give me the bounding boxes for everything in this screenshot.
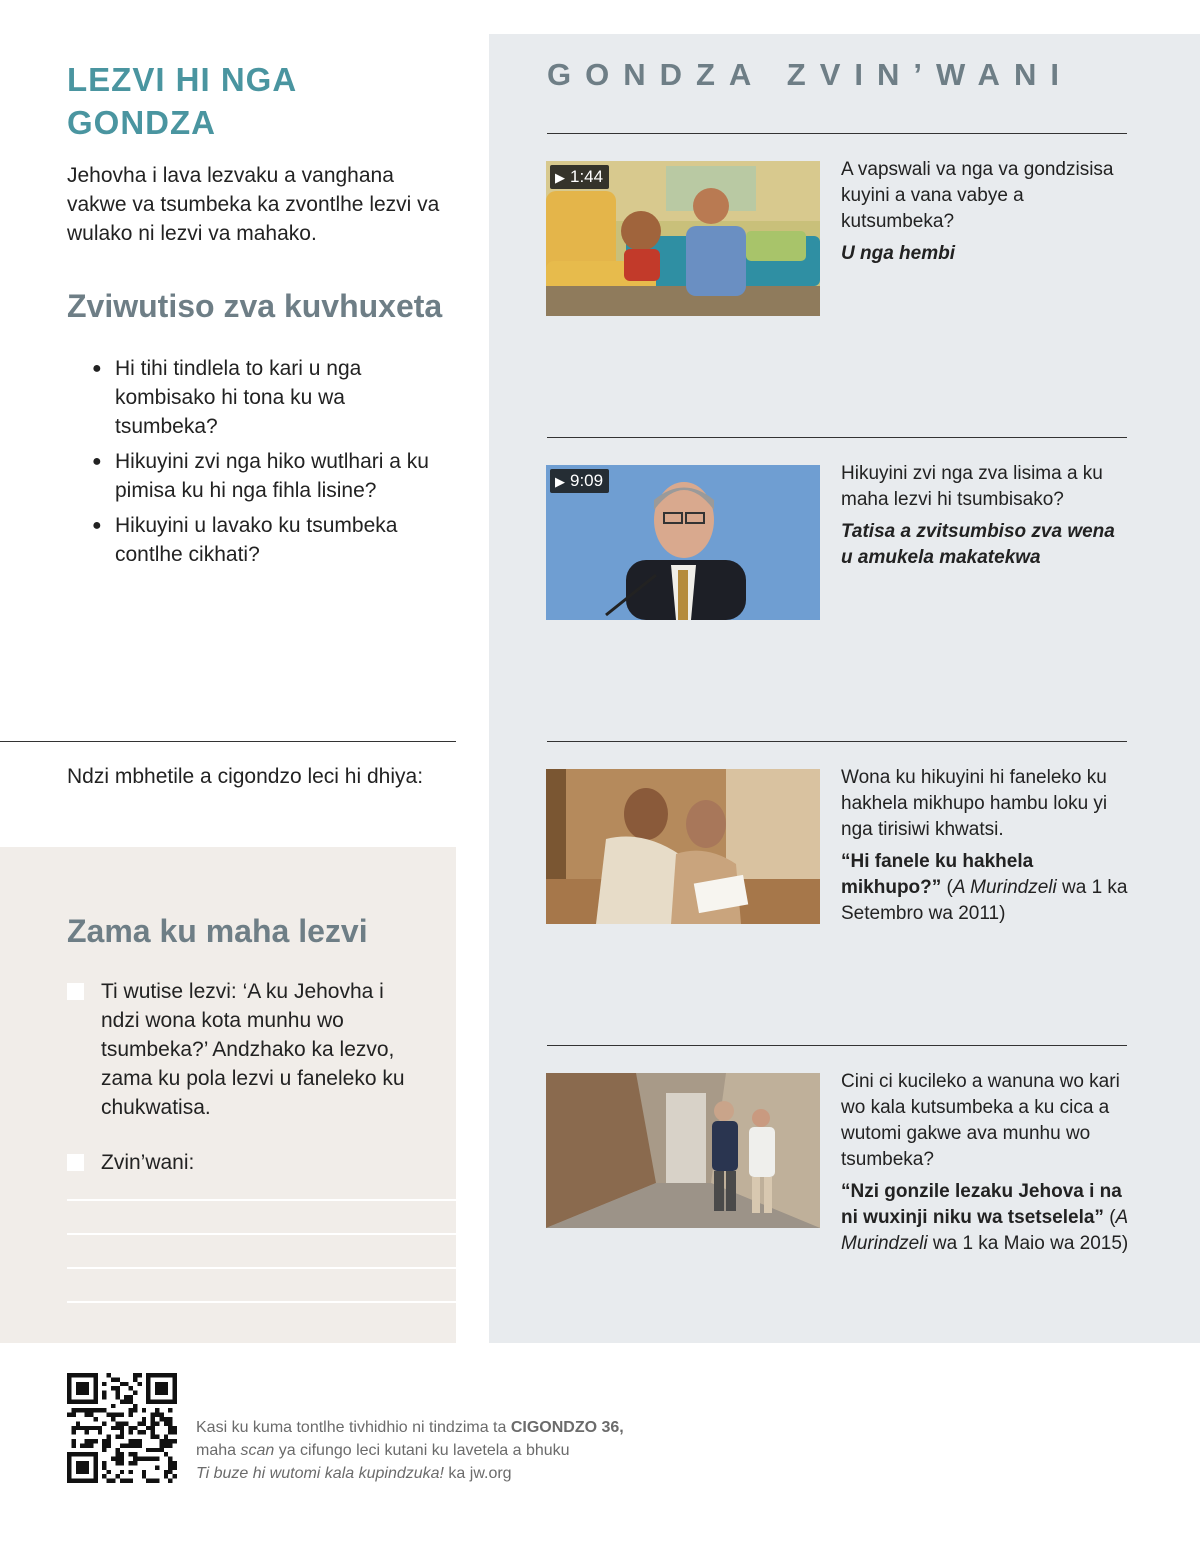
article-link[interactable]: “Hi fanele ku hakhela mikhupo?” (A Murindzeli wa 1 ka Setembro wa 2011)	[841, 851, 1128, 924]
learn-title: LEZVI HI NGA GONDZA	[67, 61, 296, 141]
discover-item-question: Hikuyini zvi nga zva lisima a ku maha lezvi hi tsumbisako?	[841, 463, 1103, 510]
checkbox-icon[interactable]	[67, 983, 84, 1000]
review-question: ● Hi tihi tindlela to kari u nga kombisako hi tona ku wa tsumbeka?	[92, 354, 437, 441]
try-item-other[interactable]	[67, 1148, 427, 1177]
discover-item-text	[841, 157, 1131, 267]
video-thumbnail-speaker[interactable]	[546, 465, 820, 620]
bullet-icon: ●	[92, 453, 102, 470]
checkbox-icon[interactable]	[67, 1154, 84, 1171]
try-this-title: Zama ku maha lezvi	[67, 913, 368, 949]
play-icon: ▶	[555, 170, 565, 185]
footer-note: Kasi ku kuma tontlhe tivhidhio ni tindzima ta CIGONDZO 36, maha scan ya cifungo leci kutani ku lavetela a bhuku Ti buze hi wutomi kala kupindzuka! ka jw.org	[196, 1419, 624, 1482]
article-link[interactable]: “Nzi gonzile lezaku Jehova i na ni wuxinji niku wa tsetselela” (A Murindzeli wa 1 ka Maio wa 2015)	[841, 1181, 1129, 1254]
try-item-checkbox[interactable]	[67, 977, 427, 1122]
review-question: ● Hikuyini u lavako ku tsumbeka contlhe cikhati?	[92, 511, 437, 569]
discover-item-text	[841, 1069, 1131, 1257]
review-question: ● Hikuyini zvi nga hiko wutlhari a ku pimisa ku hi nga fihla lisine?	[92, 447, 437, 505]
divider	[547, 741, 1127, 742]
video-duration-badge: ▶ 1:44	[550, 165, 609, 189]
divider	[0, 741, 456, 742]
article-image-couple-bills[interactable]	[546, 769, 820, 924]
video-duration-badge: ▶ 9:09	[550, 469, 609, 493]
writing-line[interactable]	[67, 1199, 456, 1201]
try-item-text: Ti wutise lezvi: ‘A ku Jehovha i ndzi wona kota munhu wo tsumbeka?’ Andzhako ka lezvo, zama ku pola lezvi u faneleko ku chukwatisa.	[101, 980, 405, 1119]
divider	[547, 1045, 1127, 1046]
video-link[interactable]: U nga hembi	[841, 243, 956, 264]
discover-item-question: A vapswali va nga va gondzisisa kuyini a vana vabye a kutsumbeka?	[841, 159, 1114, 232]
writing-line[interactable]	[67, 1267, 456, 1269]
writing-line[interactable]	[67, 1233, 456, 1235]
learn-summary-text: Jehovha i lava lezvaku a vanghana vakwe va tsumbeka ka zvontlhe lezvi va wulako ni lezvi va mahako.	[67, 164, 440, 245]
completed-lesson-prompt: Ndzi mbhetile a cigondzo leci hi dhiya:	[67, 765, 424, 788]
writing-line[interactable]	[67, 1301, 456, 1303]
article-thumbnail-image	[546, 769, 820, 924]
discover-item-text	[841, 765, 1131, 927]
try-item-text: Zvin’wani:	[101, 1151, 195, 1174]
divider	[547, 437, 1127, 438]
divider	[547, 133, 1127, 134]
discover-item-question: Wona ku hikuyini hi faneleko ku hakhela mikhupo hambu loku yi nga tirisiwi khwatsi.	[841, 767, 1108, 840]
bullet-icon: ●	[92, 360, 102, 377]
play-icon: ▶	[555, 474, 565, 489]
video-thumbnail-father-son[interactable]	[546, 161, 820, 316]
article-thumbnail-image	[546, 1073, 820, 1228]
review-title: Zviwutiso zva kuvhuxeta	[67, 288, 443, 324]
discover-item-text	[841, 461, 1131, 571]
discover-more-title: GONDZA ZVIN’WANI	[547, 57, 1073, 92]
qr-code-icon[interactable]	[67, 1373, 177, 1483]
video-link[interactable]: Tatisa a zvitsumbiso zva wena u amukela makatekwa	[841, 521, 1115, 568]
article-image-couple-street[interactable]	[546, 1073, 820, 1228]
bullet-icon: ●	[92, 517, 102, 534]
discover-item-question: Cini ci kucileko a wanuna wo kari wo kala kutsumbeka a ku cica a wutomi gakwe ava munhu wo tsumbeka?	[841, 1071, 1120, 1170]
review-questions-list	[92, 354, 437, 575]
